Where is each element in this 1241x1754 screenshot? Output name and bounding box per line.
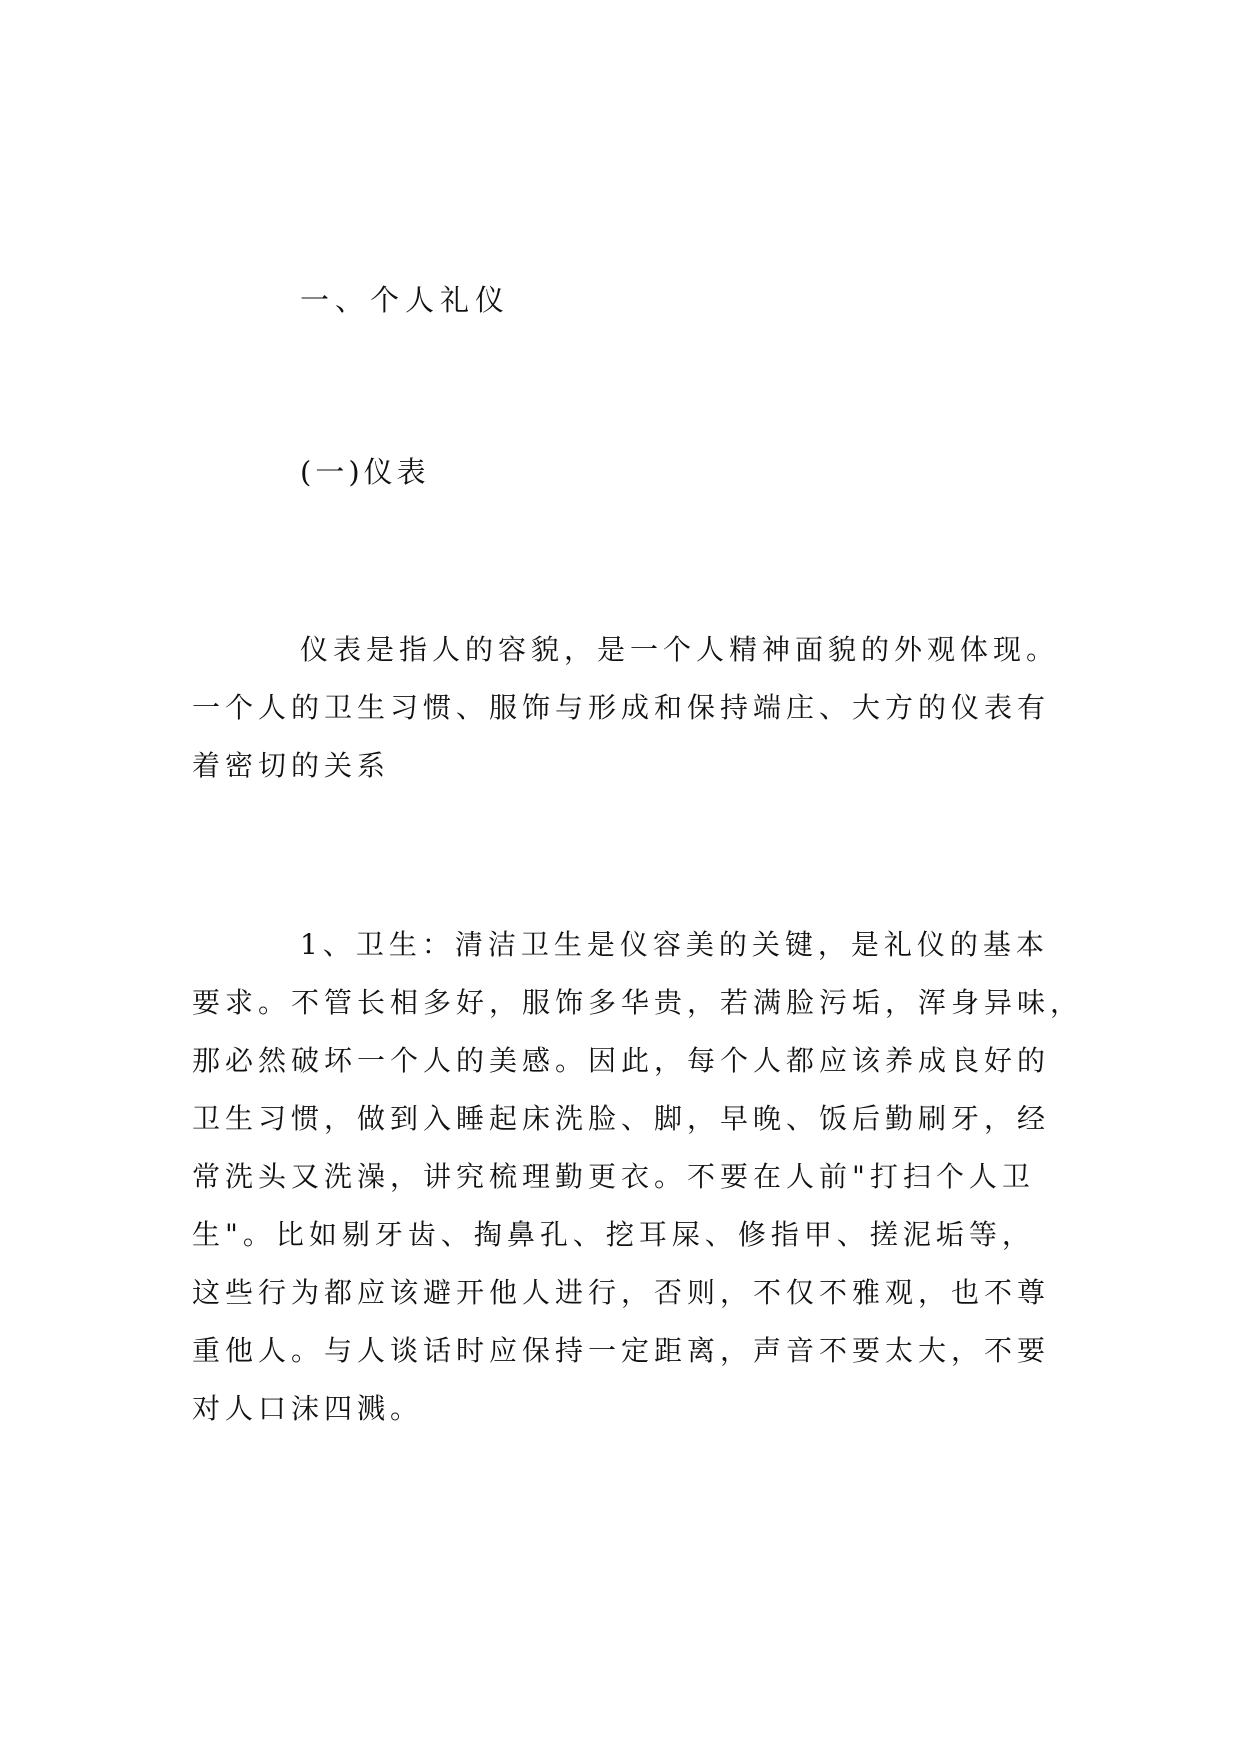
- section-heading: 一、个人礼仪: [300, 283, 511, 317]
- paragraph-line: 重他人。与人谈话时应保持一定距离，声音不要太大，不要: [192, 1334, 1051, 1367]
- paragraph-line: 仪表是指人的容貌，是一个人精神面貌的外观体现。: [300, 633, 1060, 666]
- subsection-heading: (一)仪表: [300, 455, 430, 489]
- paragraph-line: 这些行为都应该避开他人进行，否则，不仅不雅观，也不尊: [192, 1276, 1051, 1309]
- paragraph-line: 要求。不管长相多好，服饰多华贵，若满脸污垢，浑身异味，: [192, 986, 1084, 1019]
- paragraph-line: 对人口沫四溅。: [192, 1392, 424, 1425]
- paragraph-line: 卫生习惯，做到入睡起床洗脸、脚，早晚、饭后勤刷牙，经: [192, 1102, 1051, 1135]
- paragraph-line: 一个人的卫生习惯、服饰与形成和保持端庄、大方的仪表有: [192, 691, 1051, 724]
- paragraph-line: 常洗头又洗澡，讲究梳理勤更衣。不要在人前"打扫个人卫: [192, 1160, 1035, 1193]
- paragraph-hygiene: [192, 916, 1084, 1438]
- paragraph-appearance: [192, 621, 1060, 795]
- paragraph-line: 那必然破坏一个人的美感。因此，每个人都应该养成良好的: [192, 1044, 1051, 1077]
- paragraph-line: 着密切的关系: [192, 749, 391, 782]
- paragraph-line: 1、卫生：清洁卫生是仪容美的关键，是礼仪的基本: [300, 928, 1049, 961]
- paragraph-line: 生"。比如剔牙齿、掏鼻孔、挖耳屎、修指甲、搓泥垢等，: [192, 1218, 1035, 1251]
